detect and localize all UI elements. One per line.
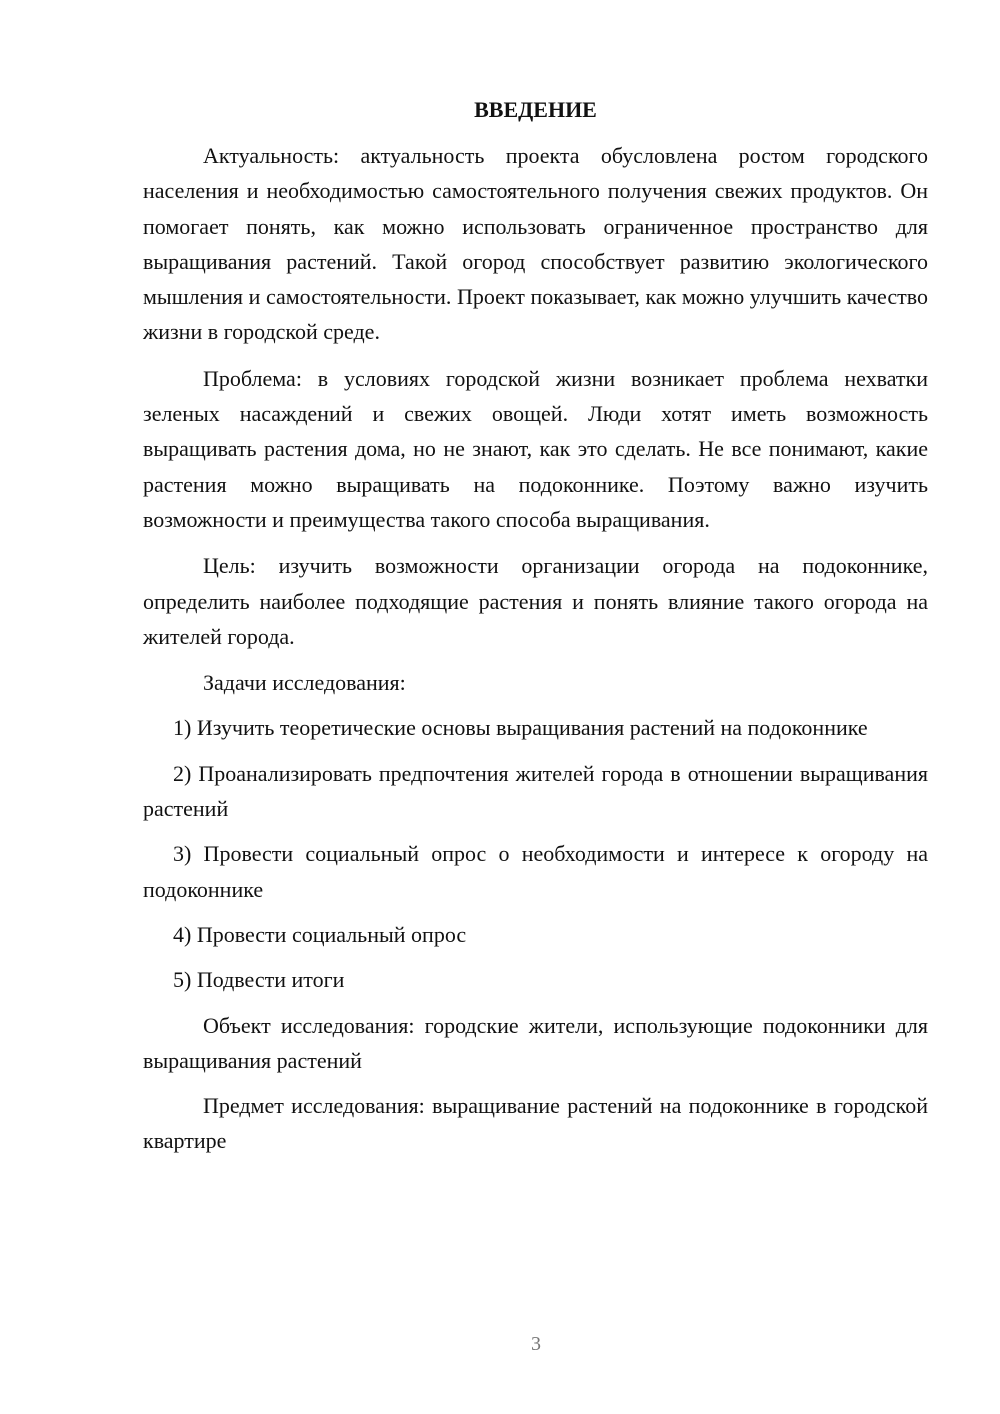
task-item-1: 1) Изучить теоретические основы выращивания растений на подоконнике (173, 715, 868, 741)
tasks-heading: Задачи исследования: (203, 670, 406, 696)
page-number: 3 (531, 1333, 541, 1355)
task-item-2: 2) Проанализировать предпочтения жителей города в отношении выращивания растений (143, 760, 928, 822)
subject-paragraph: Предмет исследования: выращивание растений на подоконнике в городской квартире (143, 1093, 928, 1154)
object-paragraph: Объект исследования: городские жители, использующие подоконники для выращивания растений (143, 1012, 928, 1073)
problem-paragraph: Проблема: в условиях городской жизни возникает проблема нехватки зеленых насаждений и свежих овощей. Люди хотят иметь возможность выращивать растения дома, но не знают, как это сделать. Не все понимают, какие растения можно выращивать на подоконнике. Поэтому важно изучить возможности и преимущества такого способа выращивания. (143, 365, 928, 532)
task-item-4: 4) Провести социальный опрос (173, 921, 467, 947)
relevance-paragraph: Актуальность: актуальность проекта обусловлена ростом городского населения и необходимостью самостоятельного получения свежих продуктов. Он помогает понять, как можно использовать ограниченное пространство для выращивания растений. Такой огород способствует развитию экологического мышления и самостоятельности. Проект показывает, как можно улучшить качество жизни в городской среде. (143, 143, 928, 345)
goal-paragraph: Цель: изучить возможности организации огорода на подоконнике, определить наиболее подходящие растения и понять влияние такого огорода на жителей города. (143, 553, 928, 649)
page-title: ВВЕДЕНИЕ (474, 97, 597, 122)
page-content (143, 94, 928, 1159)
task-item-3: 3) Провести социальный опрос о необходимости и интересе к огороду на подоконнике (143, 841, 928, 902)
task-item-5: 5) Подвести итоги (173, 967, 345, 993)
